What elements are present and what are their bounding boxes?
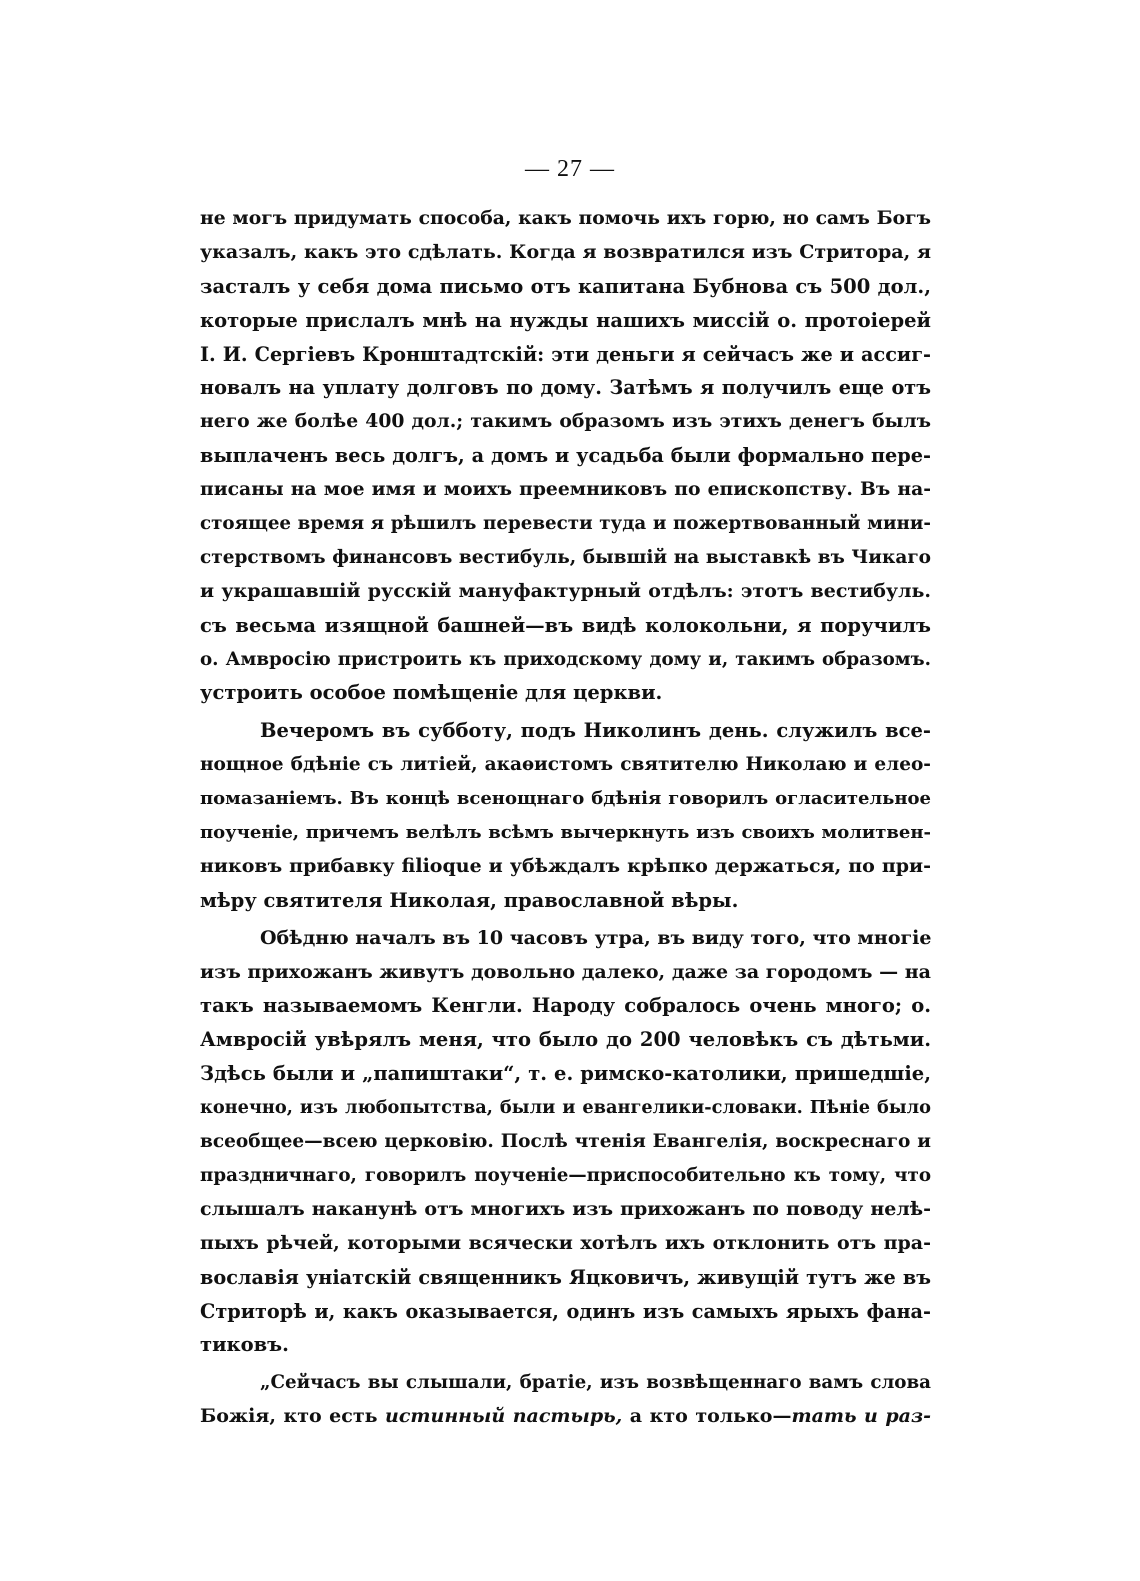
text-line: поученіе, причемъ велѣлъ всѣмъ вычеркнуть изъ своихъ молитвен- — [200, 822, 931, 844]
text-line: І. И. Сергіевъ Кронштадтскій: эти деньги я сейчасъ же и ассиг- — [200, 342, 931, 366]
text-line: никовъ прибавку filioque и убѣждалъ крѣпко держаться, по при- — [200, 854, 931, 877]
paragraph-end-line: устроить особое помѣщеніе для церкви. — [200, 681, 663, 705]
text-line: такъ называемомъ Кенгли. Народу собралось очень много; о. — [200, 994, 931, 1018]
final-line-middle: а кто только— — [622, 1405, 792, 1428]
page-number: — 27 — — [525, 156, 615, 182]
text-line: пыхъ рѣчей, которыми всячески хотѣлъ ихъ отклонить отъ пра- — [200, 1231, 931, 1254]
final-line-before: Божія, кто есть — [200, 1405, 386, 1428]
text-line: помазаніемъ. Въ концѣ всенощнаго бдѣнія говорилъ огласительное — [200, 788, 931, 810]
italic-phrase: истинный пастырь, — [385, 1405, 623, 1428]
italic-phrase: тать и раз- — [791, 1405, 931, 1428]
text-line: съ весьма изящной башней—въ видѣ колокольни, я поручилъ — [200, 613, 931, 637]
text-line: выплаченъ весь долгъ, а домъ и усадьба были формально пере- — [200, 444, 931, 468]
text-line: праздничнаго, говорилъ поученіе—приспособительно къ тому, что — [200, 1164, 931, 1186]
body-text — [200, 202, 931, 1434]
final-line — [200, 1400, 931, 1434]
paragraph-end-line: тиковъ. — [200, 1333, 289, 1357]
text-line: и украшавшій русскій мануфактурный отдѣлъ: этотъ вестибуль. — [200, 579, 931, 602]
text-line: новалъ на уплату долговъ по дому. Затѣмъ я получилъ еще отъ — [200, 376, 931, 400]
text-line: изъ прихожанъ живутъ довольно далеко, даже за городомъ — на — [200, 960, 931, 983]
text-line: нощное бдѣніе съ литіей, акаѳистомъ святителю Николаю и елео- — [200, 754, 931, 776]
text-line: о. Амвросію пристроить къ приходскому дому и, такимъ образомъ. — [200, 648, 931, 670]
paragraph-start-line: Вечеромъ въ субботу, подъ Николинъ день. служилъ все- — [260, 719, 931, 743]
text-line: указалъ, какъ это сдѣлать. Когда я возвратился изъ Стритора, я — [200, 240, 931, 263]
text-line: всеобщее—всею церковію. Послѣ чтенія Евангелія, воскреснаго и — [200, 1131, 931, 1153]
text-line: Стриторѣ и, какъ оказывается, одинъ изъ самыхъ ярыхъ фана- — [200, 1299, 931, 1323]
paragraph-start-line: „Сейчасъ вы слышали, братіе, изъ возвѣщеннаго вамъ слова — [260, 1372, 931, 1394]
text-line: не могъ придумать способа, какъ помочь ихъ горю, но самъ Богъ — [200, 207, 931, 229]
text-line: засталъ у себя дома письмо отъ капитана Бубнова съ 500 дол., — [200, 274, 931, 298]
paragraph-start-line: Обѣдню началъ въ 10 часовъ утра, въ виду того, что многіе — [260, 926, 931, 949]
text-line: него же болѣе 400 дол.; такимъ образомъ изъ этихъ денегъ былъ — [200, 410, 931, 433]
text-line: стерствомъ финансовъ вестибуль, бывшій на выставкѣ въ Чикаго — [200, 546, 931, 568]
text-line: Здѣсь были и „папиштаки“, т. е. римско-католики, пришедшіе, — [200, 1062, 931, 1086]
paragraph-end-line: мѣру святителя Николая, православной вѣры. — [200, 888, 739, 912]
text-line: вославія уніатскій священникъ Яцковичъ, живущій тутъ же въ — [200, 1265, 931, 1289]
text-line: Амвросій увѣрялъ меня, что было до 200 человѣкъ съ дѣтьми. — [200, 1028, 931, 1052]
text-line: стоящее время я рѣшилъ перевести туда и пожертвованный мини- — [200, 513, 931, 535]
text-line: которые прислалъ мнѣ на нужды нашихъ миссій о. протоіерей — [200, 308, 931, 332]
text-line: слышалъ наканунѣ отъ многихъ изъ прихожанъ по поводу нелѣ- — [200, 1197, 931, 1220]
text-line: писаны на мое имя и моихъ преемниковъ по епископству. Въ на- — [200, 478, 931, 501]
text-line: конечно, изъ любопытства, были и евангелики-словаки. Пѣніе было — [200, 1097, 931, 1119]
